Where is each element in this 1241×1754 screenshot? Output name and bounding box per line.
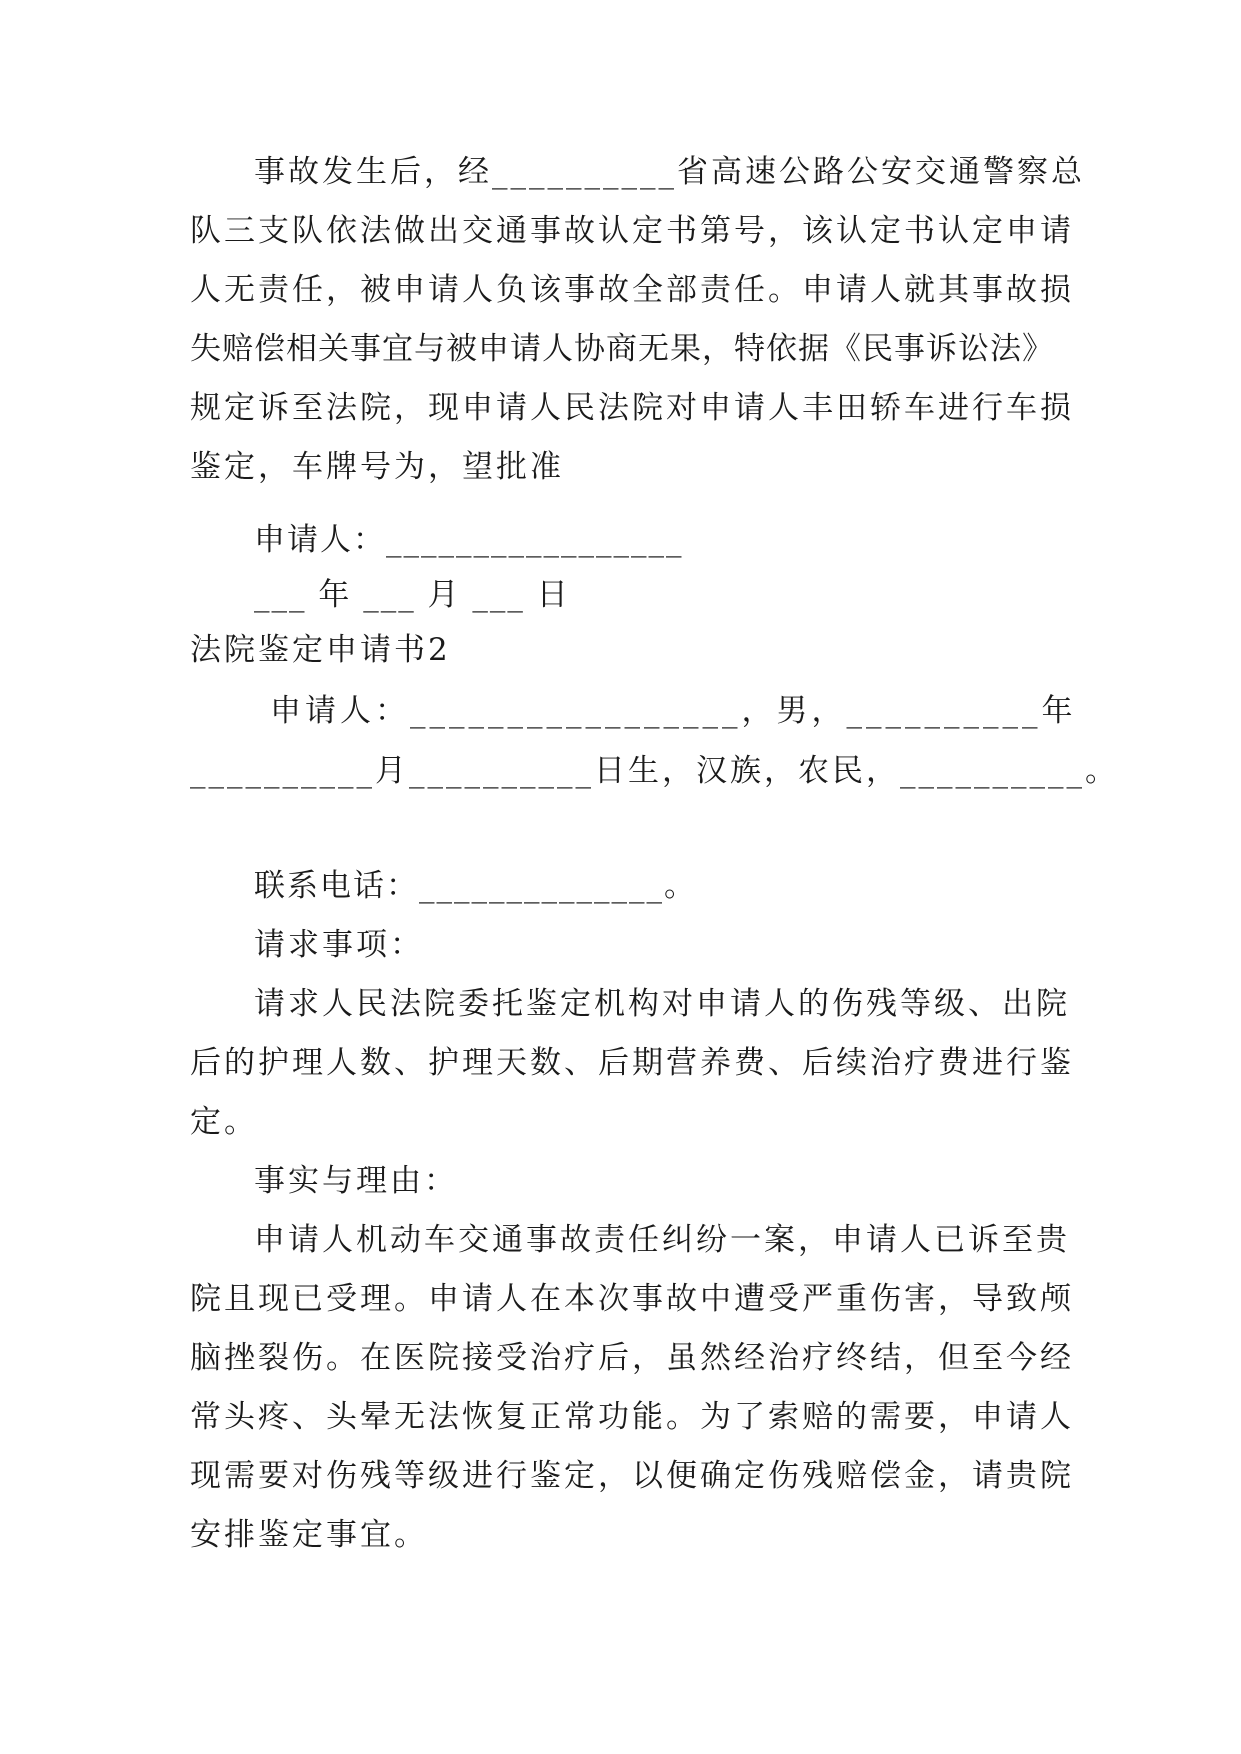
paragraph-line: 规定诉至法院，现申请人民法院对申请人丰田轿车进行车损 (190, 390, 1074, 426)
signature-line: 申请人：_________________ (254, 522, 684, 558)
section-title: 法院鉴定申请书2 (190, 632, 451, 668)
facts-line: 申请人机动车交通事故责任纠纷一案，申请人已诉至贵 (254, 1222, 1070, 1258)
date-line: ___ 年 ___ 月 ___ 日 (254, 577, 570, 613)
request-line: 定。 (190, 1104, 258, 1140)
facts-heading: 事实与理由： (254, 1163, 458, 1199)
paragraph-line: 鉴定，车牌号为，望批准 (190, 449, 564, 485)
paragraph-line: 失赔偿相关事宜与被申请人协商无果，特依据《民事诉讼法》 (190, 331, 1054, 367)
applicant-info-line: __________月__________日生，汉族，农民，__________。 (190, 753, 1119, 789)
phone-line: 联系电话：______________。 (254, 868, 697, 904)
facts-line: 常头疼、头晕无法恢复正常功能。为了索赔的需要，申请人 (190, 1399, 1074, 1435)
paragraph-line: 队三支队依法做出交通事故认定书第号，该认定书认定申请 (190, 213, 1074, 249)
applicant-info-line: 申请人：_________________，男，__________年 (270, 693, 1077, 729)
facts-line: 院且现已受理。申请人在本次事故中遭受严重伤害，导致颅 (190, 1281, 1074, 1317)
paragraph-line: 人无责任，被申请人负该事故全部责任。申请人就其事故损 (190, 272, 1074, 308)
facts-line: 安排鉴定事宜。 (190, 1517, 428, 1553)
request-heading: 请求事项： (254, 927, 424, 963)
request-line: 请求人民法院委托鉴定机构对申请人的伤残等级、出院 (254, 986, 1070, 1022)
paragraph-line: 事故发生后，经__________省高速公路公安交通警察总 (254, 154, 1085, 190)
facts-line: 现需要对伤残等级进行鉴定，以便确定伤残赔偿金，请贵院 (190, 1458, 1074, 1494)
request-line: 后的护理人数、护理天数、后期营养费、后续治疗费进行鉴 (190, 1045, 1074, 1081)
facts-line: 脑挫裂伤。在医院接受治疗后，虽然经治疗终结，但至今经 (190, 1340, 1074, 1376)
